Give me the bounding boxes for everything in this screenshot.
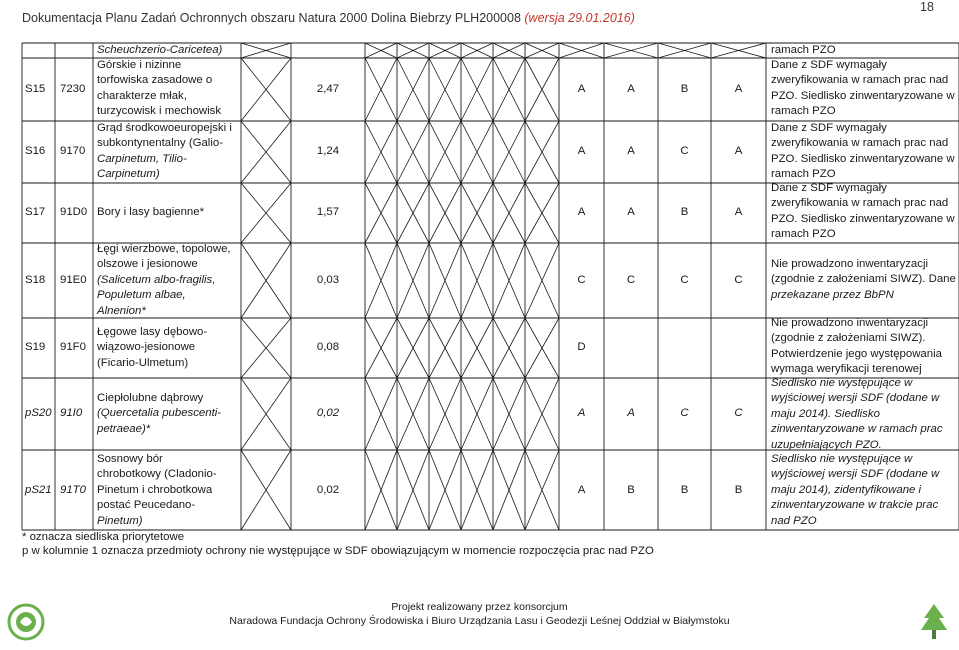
habitat-name: Łęgi wierzbowe, topolowe, olszowe i jesionowe (Salicetum albo-fragilis, Populetum albae, Alnenion*	[97, 243, 231, 317]
grade-3: C	[680, 145, 689, 157]
habitat-area: 1,24	[316, 145, 340, 157]
remarks: Siedlisko nie występujące w wyjściowej wersji SDF (dodane w maju 2014), zidentyfikowane i zinwentaryzowane w trakcie prac nad PZO	[771, 453, 940, 527]
bullas-tree-logo-icon	[914, 600, 954, 644]
footnote-p-marker: p w kolumnie 1 oznacza przedmioty ochrony nie występujące w SDF obowiązującym w momencie rozpoczęcia prac nad PZO	[22, 545, 654, 557]
habitat-name-remnant: Scheuchzerio-Caricetea)	[97, 44, 223, 56]
remarks: Dane z SDF wymagały zweryfikowania w ramach prac nad PZO. Siedlisko zinwentaryzowane w ramach PZO	[771, 59, 955, 118]
habitat-name: Łęgowe lasy dębowo- wiązowo-jesionowe (Ficario-Ulmetum)	[97, 326, 208, 369]
grade-2: A	[627, 407, 635, 419]
remarks: Dane z SDF wymagały zweryfikowania w ramach prac nad PZO. Siedlisko zinwentaryzowane w ramach PZO	[771, 122, 955, 181]
habitat-area: 0,08	[316, 341, 340, 353]
habitat-code: 91E0	[60, 274, 87, 286]
grade-3: B	[680, 484, 689, 496]
remarks: Siedlisko nie występujące w wyjściowej wersji SDF (dodane w maju 2014). Siedlisko zinwentaryzowane w ramach prac uzupełniających PZO.	[771, 377, 943, 451]
remarks-remnant: ramach PZO	[771, 44, 836, 56]
habitat-area: 1,57	[316, 206, 340, 218]
grade-4: A	[734, 145, 743, 157]
habitat-name: Górskie i nizinne torfowiska zasadowe o charakterze młak, turzycowisk i mechowisk	[97, 59, 222, 118]
footer-institutions: Naradowa Fundacja Ochrony Środowiska i Biuro Urządzania Lasu i Geodezji Leśnej Oddział w Białymstoku	[229, 615, 730, 627]
grade-4: A	[734, 83, 743, 95]
habitat-code: 9170	[60, 145, 86, 157]
remarks: Nie prowadzono inwentaryzacji (zgodnie z założeniami SIWZ). Potwierdzenie jego występowania wymaga weryfikacji terenowej	[771, 317, 942, 376]
grade-4: B	[734, 484, 743, 496]
row-id: pS21	[25, 484, 52, 496]
header-version: (wersja 29.01.2016)	[524, 11, 635, 25]
habitat-name: Bory i lasy bagienne*	[97, 206, 205, 218]
grade-1: A	[577, 206, 586, 218]
row-id: S15	[25, 83, 46, 95]
grade-3: C	[680, 407, 689, 419]
grade-1: A	[577, 407, 586, 419]
habitat-name: Grąd środkowoeuropejski i subkontynentalny (Galio- Carpinetum, Tilio- Carpinetum)	[97, 122, 232, 181]
grade-2: A	[627, 206, 635, 218]
crossed-cells	[241, 43, 766, 58]
grade-3: B	[680, 206, 689, 218]
grade-2: B	[627, 484, 635, 496]
habitat-name: Ciepłolubne dąbrowy (Quercetalia pubescenti- petraeae)*	[97, 392, 222, 435]
footnote-priority: * oznacza siedliska priorytetowe	[22, 531, 185, 543]
grade-1: A	[577, 484, 586, 496]
grade-1: C	[577, 274, 586, 286]
habitat-code: 91D0	[60, 206, 88, 218]
habitat-area: 0,02	[316, 484, 340, 496]
row-id: pS20	[25, 407, 52, 419]
row-id: S18	[25, 274, 46, 286]
grade-1: D	[577, 341, 586, 353]
grade-2: C	[626, 274, 636, 286]
header-title: Dokumentacja Planu Zadań Ochronnych obszaru Natura 2000 Dolina Biebrzy PLH200008	[22, 11, 525, 25]
remarks: Dane z SDF wymagały zweryfikowania w ramach prac nad PZO. Siedlisko zinwentaryzowane w ramach PZO	[771, 182, 955, 241]
habitat-area: 2,47	[316, 83, 340, 95]
row-id: S17	[25, 206, 46, 218]
habitat-name: Sosnowy bór chrobotkowy (Cladonio- Pinetum i chrobotkowa postać Peucedano- Pinetum)	[97, 453, 217, 527]
grade-1: A	[577, 145, 586, 157]
page-number: 18	[920, 0, 934, 14]
footer-consortium: Projekt realizowany przez konsorcjum	[391, 601, 568, 613]
grade-4: C	[734, 407, 743, 419]
habitat-code: 91I0	[60, 407, 83, 419]
grade-4: C	[734, 274, 743, 286]
grade-4: A	[734, 206, 743, 218]
remarks: Nie prowadzono inwentaryzacji (zgodnie z założeniami SIWZ). Dane przekazane przez BbPN	[771, 258, 956, 301]
row-id: S16	[25, 145, 46, 157]
nfos-logo-icon	[6, 600, 46, 644]
grade-1: A	[577, 83, 586, 95]
grade-2: A	[627, 83, 635, 95]
habitat-area: 0,03	[316, 274, 340, 286]
habitat-code: 7230	[60, 83, 86, 95]
grade-3: B	[680, 83, 689, 95]
habitat-code: 91F0	[60, 341, 86, 353]
grade-2: A	[627, 145, 635, 157]
habitat-area: 0,02	[316, 407, 340, 419]
row-id: S19	[25, 341, 46, 353]
grade-3: C	[680, 274, 689, 286]
habitat-code: 91T0	[60, 484, 86, 496]
